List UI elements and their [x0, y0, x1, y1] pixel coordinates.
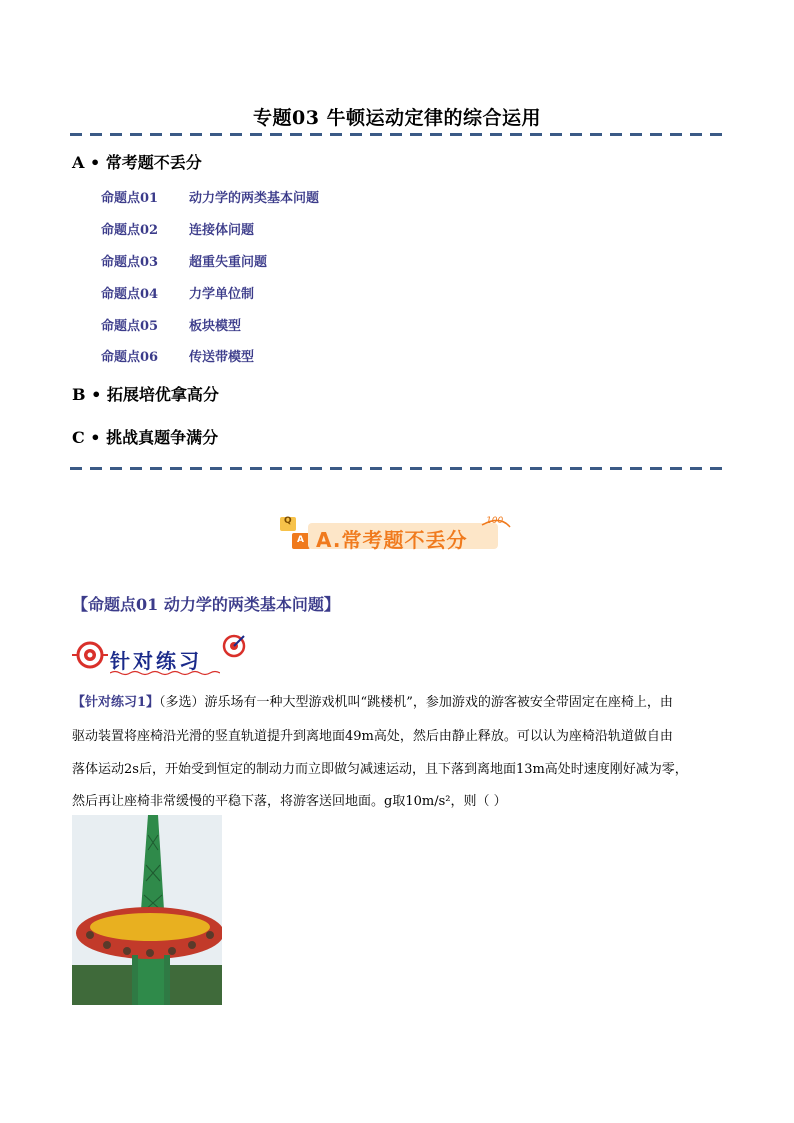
toc-item[interactable]: [101, 251, 267, 270]
toc-num: 命题点06: [101, 350, 159, 365]
question-text: （多选）游乐场有一种大型游戏机叫“跳楼机”，参加游戏的游客被安全带固定在座椅上，由: [159, 695, 673, 710]
target-icon: [72, 640, 108, 670]
toc-item[interactable]: [101, 346, 254, 365]
toc-num: 命题点05: [101, 319, 159, 334]
toc-text: 超重失重问题: [189, 255, 268, 270]
toc-item[interactable]: [101, 219, 254, 238]
wavy-underline: [110, 670, 220, 676]
toc-text: 板块模型: [189, 319, 242, 334]
question-line-4: 然后再让座椅非常缓慢的平稳下落，将游客送回地面。g取10m/s²，则（ ）: [72, 794, 507, 809]
section-a-heading: A • 常考题不丢分: [72, 153, 202, 172]
question-line-1: [72, 692, 724, 714]
toc-text: 力学单位制: [189, 287, 255, 302]
question-line-3: 落体运动2s后，开始受到恒定的制动力而立即做匀减速运动，且下落到离地面13m高处时速度刚好减为零，: [72, 762, 688, 777]
question-line-2: 驱动装置将座椅沿光滑的竖直轨道提升到离地面49m高处，然后由静止释放。可以认为座椅沿轨道做自由: [72, 729, 673, 744]
topic-heading: 【命题点01 动力学的两类基本问题】: [72, 595, 340, 614]
dart-target-icon: [222, 634, 246, 658]
toc-num: 命题点04: [101, 287, 159, 302]
toc-text: 连接体问题: [189, 223, 255, 238]
divider-top: [70, 133, 724, 136]
toc-item[interactable]: [101, 315, 241, 334]
toc-item[interactable]: [101, 283, 254, 302]
toc-num: 命题点02: [101, 223, 159, 238]
toc-num: 命题点01: [101, 191, 159, 206]
section-b-heading: B • 拓展培优拿高分: [72, 385, 219, 404]
question-label: 【针对练习1】: [72, 695, 160, 710]
banner-q-letter: Q: [284, 516, 292, 526]
practice-title: 针对练习: [110, 649, 202, 673]
banner-a-letter: A: [297, 535, 304, 545]
divider-bottom: [70, 467, 724, 470]
toc-text: 动力学的两类基本问题: [189, 191, 320, 206]
page-title: 专题03 牛顿运动定律的综合运用: [252, 107, 542, 129]
toc-text: 传送带模型: [189, 350, 255, 365]
banner-score: 100: [486, 516, 504, 526]
toc-num: 命题点03: [101, 255, 159, 270]
toc-item[interactable]: [101, 187, 319, 206]
banner-title: A.常考题不丢分: [316, 528, 468, 552]
drop-tower-photo: [72, 815, 222, 1005]
section-c-heading: C • 挑战真题争满分: [72, 428, 219, 447]
